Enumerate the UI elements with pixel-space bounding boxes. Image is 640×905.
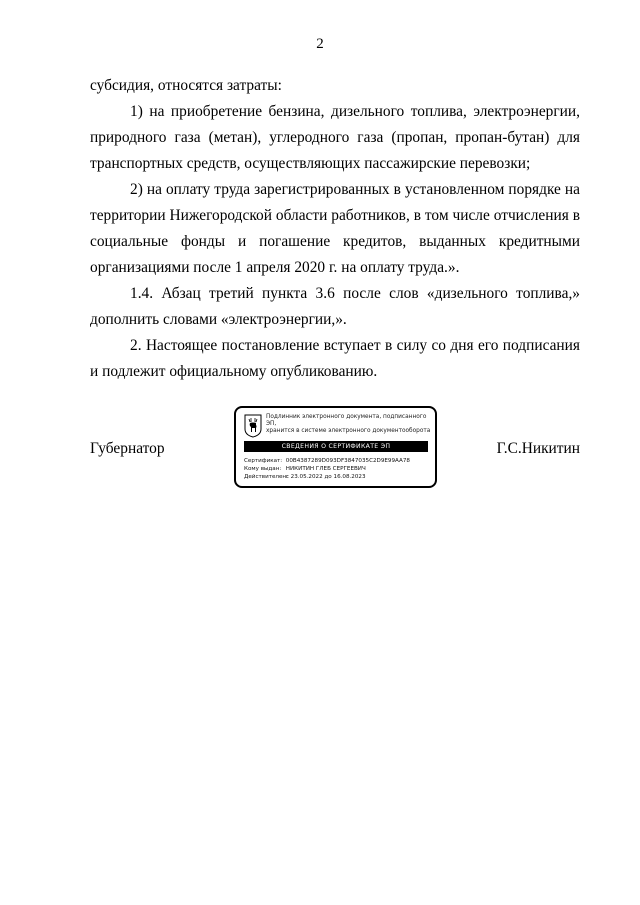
signer-name: Г.С.Никитин bbox=[496, 440, 580, 457]
signer-position: Губернатор bbox=[90, 440, 165, 457]
stamp-certificate-details bbox=[244, 457, 432, 481]
paragraph-continuation: субсидия, относятся затраты: bbox=[90, 77, 282, 94]
stamp-valid-row bbox=[244, 473, 432, 481]
certificate-label: Сертификат: bbox=[244, 458, 283, 464]
stamp-header bbox=[266, 414, 431, 435]
deer-emblem-icon bbox=[244, 414, 262, 438]
stamp-header-line-2: хранится в системе электронного документооборота bbox=[266, 428, 431, 434]
stamp-certificate-title: СВЕДЕНИЯ О СЕРТИФИКАТЕ ЭП bbox=[244, 441, 428, 452]
paragraph-clause-2: 2. Настоящее постановление вступает в силу со дня его подписания и подлежит официальному опубликованию. bbox=[90, 337, 580, 380]
paragraph-item-1: 1) на приобретение бензина, дизельного топлива, электроэнергии, природного газа (метан), углеродного газа (пропан, пропан-бутан) для транспортных средств, осуществляющих пассажирские перевозки; bbox=[90, 103, 580, 172]
electronic-signature-stamp bbox=[234, 406, 437, 488]
stamp-header-line-1: Подлинник электронного документа, подписанного ЭП, bbox=[266, 414, 427, 427]
valid-value: с 23.05.2022 до 16.08.2023 bbox=[285, 474, 366, 480]
issued-to-value: НИКИТИН ГЛЕБ СЕРГЕЕВИЧ bbox=[285, 466, 366, 472]
paragraph-item-2: 2) на оплату труда зарегистрированных в установленном порядке на территории Нижегородской области работников, в том числе отчисления в социальные фонды и погашение кредитов, выданных кредитными организациями после 1 апреля 2020 г. на оплату труда.». bbox=[90, 181, 580, 276]
page-number: 2 bbox=[316, 36, 324, 52]
document-body bbox=[90, 73, 580, 385]
issued-to-label: Кому выдан: bbox=[244, 466, 282, 472]
valid-label: Действителен: bbox=[244, 474, 288, 480]
certificate-value: 00B4387289D093DF3847035C2D9E99AA78 bbox=[285, 458, 410, 464]
paragraph-clause-1-4: 1.4. Абзац третий пункта 3.6 после слов «дизельного топлива,» дополнить словами «электроэнергии,». bbox=[90, 285, 580, 328]
stamp-issued-to-row bbox=[244, 465, 432, 473]
stamp-certificate-row bbox=[244, 457, 432, 465]
